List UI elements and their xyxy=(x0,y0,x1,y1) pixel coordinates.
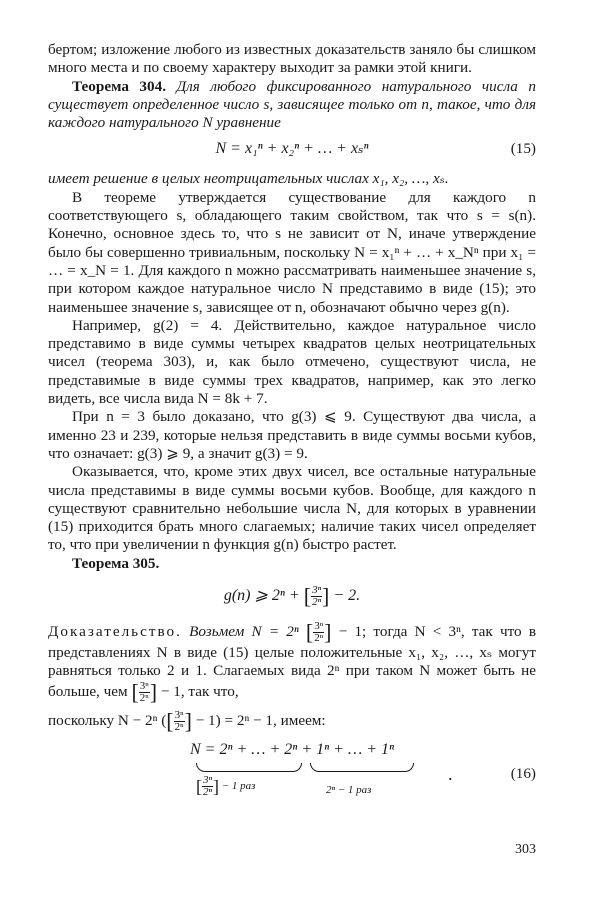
equation-15-body: N = x₁ⁿ + x₂ⁿ + … + xₛⁿ xyxy=(215,140,369,158)
theorem-304-tail: имеет решение в целых неотрицательных числах x₁, x₂, …, xₛ. xyxy=(48,170,449,188)
text-column xyxy=(48,41,536,813)
fraction-numerator: 3ⁿ xyxy=(312,584,322,597)
proof-label: Доказательство. xyxy=(48,623,182,640)
underbrace-right xyxy=(310,763,414,772)
fraction-denominator: 2ⁿ xyxy=(312,596,322,609)
theorem-305-formula xyxy=(48,575,536,617)
fraction xyxy=(311,585,322,608)
theorem-304-label: Теорема 304. xyxy=(72,77,166,95)
page-number: 303 xyxy=(515,842,536,857)
formula-left: g(n) ⩾ 2ⁿ + xyxy=(223,587,300,605)
proof-paragraph: Доказательство. Возьмем N = 2ⁿ [ $\frac{\text{3ⁿ}}{\text{2ⁿ}}$ ] − 1; тогда N < 3ⁿ, так что в представлениях N в виде (15) целые положительные x₁, x₂, …, xₛ могут равняться только 2 и 1. Слагаемых вида 2ⁿ при таком N может быть не больше, чем [ $\frac{\text{3ⁿ}}{\text{2ⁿ}}$ ] − 1, так что, xyxy=(48,619,537,704)
underbrace-left xyxy=(196,763,302,772)
equation-15 xyxy=(48,134,536,168)
underbrace-left-label: [ $\frac{\text{3ⁿ}}{\text{2ⁿ}}$ ] − 1 раз xyxy=(196,773,256,798)
paragraph-example-g2: Например, g(2) = 4. Действительно, каждое натуральное число представимо в виде суммы четырех квадратов целых неотрицательных чисел (теорема 303), и, как было отмечено, существуют числа, не представимые в виде суммы трех квадратов, например, как это легко видеть, все числа вида N = 8k + 7. xyxy=(48,316,536,408)
paragraph-g3: При n = 3 было доказано, что g(3) ⩽ 9. Существуют два числа, а именно 23 и 239, которые нельзя представить в виде суммы восьми кубов, что означает: g(3) ⩾ 9, а значит g(3) = 9. xyxy=(48,408,536,462)
bracket-close: ] xyxy=(322,583,330,609)
bracket-open: [ xyxy=(303,583,312,609)
proof-continuation: поскольку N − 2ⁿ ([ $\frac{\text{3ⁿ}}{\text{2ⁿ}}$ ] − 1) = 2ⁿ − 1, имеем: xyxy=(48,707,326,733)
theorem-305 xyxy=(48,555,536,573)
paragraph-theorem-explanation: В теореме утверждается существование для каждого n соответствующего s, обладающего таким свойством, так что s = s(n). Конечно, основное здесь то, что s не зависит от N, иначе утверждение было бы совершенно тривиальным, поскольку N = x₁ⁿ + … + x_Nⁿ при x₁ = … = x_N = 1. Для каждого n можно рассматривать наименьшее значение s, при котором каждое натуральное число N представимо в виде (15); это наименьшее значение s, зависящее от n, обозначают обычно через g(n). xyxy=(48,188,536,316)
equation-16-number: (16) xyxy=(510,764,536,782)
theorem-304-statement: Для любого фиксированного натурального числа n существует определенное число s, зависящее только от n, такое, что для каждого натурального N уравнение xyxy=(48,77,536,132)
formula-right: − 2. xyxy=(333,587,361,605)
equation-16-body: N = 2ⁿ + … + 2ⁿ + 1ⁿ + … + 1ⁿ xyxy=(189,740,395,758)
theorem-305-label: Теорема 305. xyxy=(72,554,160,572)
paragraph-continuation: бертом; изложение любого из известных доказательств заняло бы слишком много места и по своему характеру выходит за рамки этой книги. xyxy=(48,41,536,77)
paragraph-eight-cubes: Оказывается, что, кроме этих двух чисел, все остальные натуральные числа представимы в виде суммы восьми кубов. Вообще, для каждого n существуют сравнительно небольшие числа N, для которых в уравнении (15) приходится брать много слагаемых; наличие таких чисел определяет то, что при увеличении n функция g(n) быстро растет. xyxy=(48,463,536,554)
underbrace-right-label: 2ⁿ − 1 раз xyxy=(326,783,372,796)
equation-15-number: (15) xyxy=(510,140,536,158)
equation-16-dot: . xyxy=(448,763,453,784)
theorem-304 xyxy=(48,78,536,133)
equation-16 xyxy=(48,735,536,813)
